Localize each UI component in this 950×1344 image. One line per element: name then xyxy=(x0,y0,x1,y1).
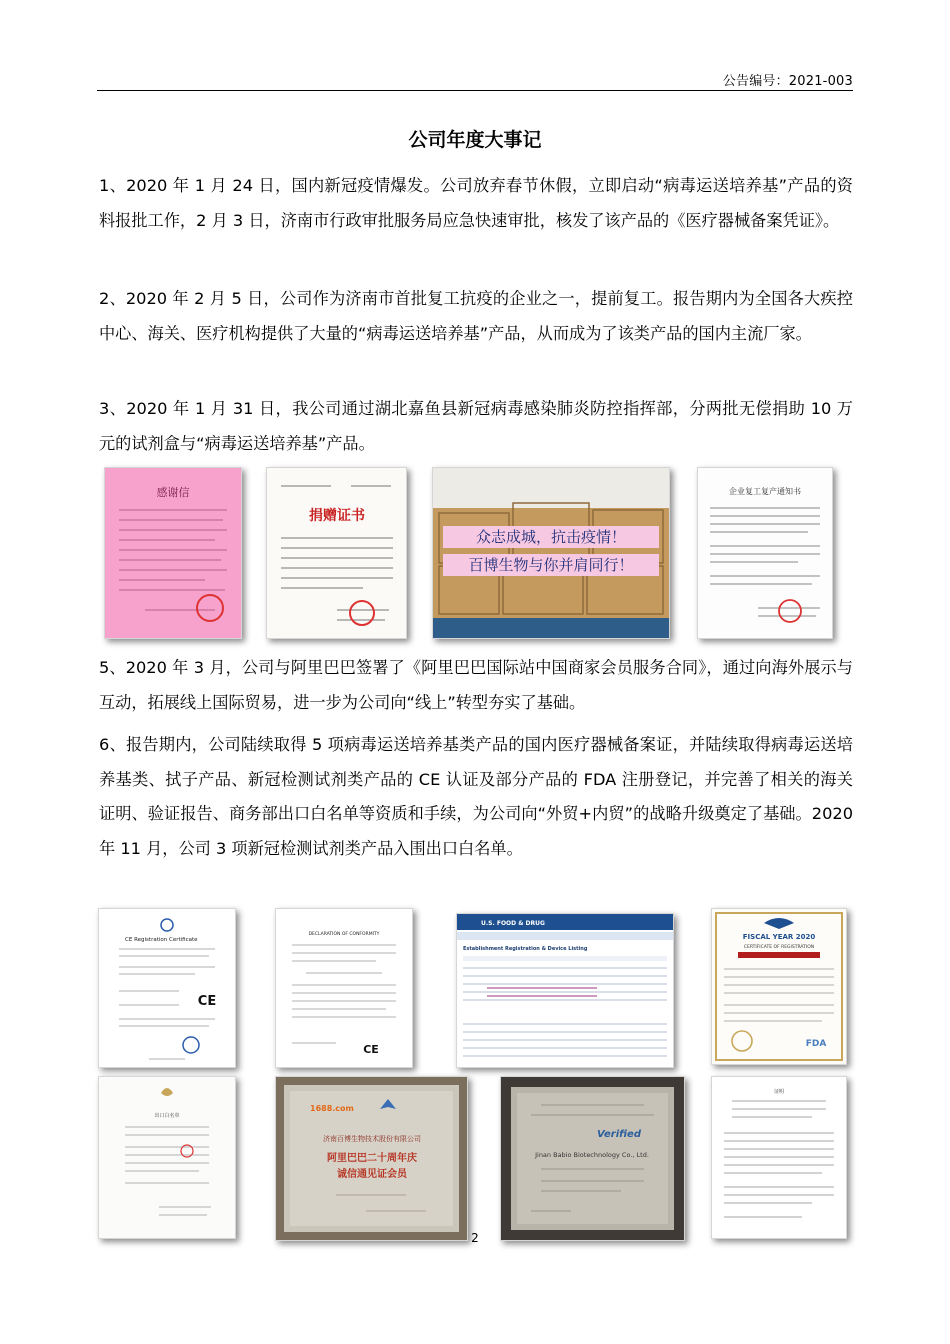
paragraph-1: 1、2020 年 1 月 24 日，国内新冠疫情爆发。公司放弃春节休假，立即启动“病毒运送培养基”产品的资料报批工作，2 月 3 日，济南市行政审批服务局应急快速审批，核发了该产品的《医疗器械备案凭证》。 xyxy=(99,176,853,230)
customs-certificate-photo xyxy=(711,1076,847,1239)
alibaba-honor-plaque xyxy=(275,1076,468,1241)
ce-certificate-photo xyxy=(98,908,236,1068)
ce-cert-heading: CE Registration Certificate xyxy=(125,937,198,943)
page-number: 2 xyxy=(471,1231,479,1245)
resume-notice-heading: 企业复工复产通知书 xyxy=(729,487,801,496)
thank-letter-heading: 感谢信 xyxy=(156,486,190,499)
fda-listing-screenshot xyxy=(456,913,674,1068)
paragraph-6: 6、报告期内，公司陆续取得 5 项病毒运送培养基类产品的国内医疗器械备案证，并陆续取得病毒运送培养基类、拭子产品、新冠检测试剂类产品的 CE 认证及部分产品的 FDA 注册登记，并完善了相关的海关证明、验证报告、商务部出口白名单等资质和手续，为公司向“外贸+内贸”的战略升级奠定了基础。2020 年 11 月，公司 3 项新冠检测试剂类产品入围出口白名单。 xyxy=(99,735,853,858)
ce-mark: CE xyxy=(197,994,217,1009)
paragraph-3: 3、2020 年 1 月 31 日，我公司通过湖北嘉鱼县新冠病毒感染肺炎防控指挥部，分两批无偿捐助 10 万元的试剂盒与“病毒运送培养基”产品。 xyxy=(99,399,853,453)
donation-cert-heading: 捐赠证书 xyxy=(309,508,365,524)
fda-brand: U.S. FOOD & DRUG xyxy=(481,920,545,927)
fda-cert-year: FISCAL YEAR 2020 xyxy=(742,933,816,941)
fda-cert-subheading: CERTIFICATE OF REGISTRATION xyxy=(743,945,815,950)
boxes-banner-line2: 百博生物与你并肩同行！ xyxy=(468,556,634,574)
fda-cert-mark: FDA xyxy=(805,1039,827,1049)
verified-company: Jinan Babio Biotechnology Co., Ltd. xyxy=(535,1151,649,1159)
page-title: 公司年度大事记 xyxy=(408,129,542,151)
alibaba-plaque-line2: 诚信通见证会员 xyxy=(337,1169,407,1180)
thank-letter-photo xyxy=(104,467,242,639)
customs-doc-heading: 证明 xyxy=(773,1089,785,1095)
boxes-banner-line1: 众志成城，抗击疫情！ xyxy=(475,528,627,546)
whitelist-heading: 出口白名单 xyxy=(154,1113,180,1119)
alibaba-brand: 1688.com xyxy=(310,1104,354,1113)
doc-conformity-heading: DECLARATION OF CONFORMITY xyxy=(308,932,380,937)
resume-notice-photo xyxy=(697,467,833,639)
announcement-number: 公告编号：2021-003 xyxy=(722,74,853,89)
fda-listing-heading: Establishment Registration & Device Listing xyxy=(463,946,588,952)
donated-boxes-photo xyxy=(432,467,670,639)
donation-cert-photo xyxy=(266,467,407,639)
verified-supplier-plaque xyxy=(500,1076,685,1241)
alibaba-company: 济南百博生物技术股份有限公司 xyxy=(323,1135,421,1143)
paragraph-5: 5、2020 年 3 月，公司与阿里巴巴签署了《阿里巴巴国际站中国商家会员服务合同》，通过向海外展示与互动，拓展线上国际贸易，进一步为公司向“线上”转型夯实了基础。 xyxy=(99,658,853,712)
paragraph-2: 2、2020 年 2 月 5 日，公司作为济南市首批复工抗疫的企业之一，提前复工。报告期内为全国各大疾控中心、海关、医疗机构提供了大量的“病毒运送培养基”产品，从而成为了该类产品的国内主流厂家。 xyxy=(99,289,853,343)
doc-conformity-mark: CE xyxy=(363,1043,379,1056)
whitelist-certificate-photo xyxy=(98,1076,236,1239)
alibaba-plaque-line1: 阿里巴巴二十周年庆 xyxy=(327,1153,417,1164)
header-rule xyxy=(97,90,853,91)
fda-registration-certificate xyxy=(711,908,847,1065)
verified-heading: Verified xyxy=(597,1129,641,1140)
declaration-conformity-photo xyxy=(275,908,413,1068)
